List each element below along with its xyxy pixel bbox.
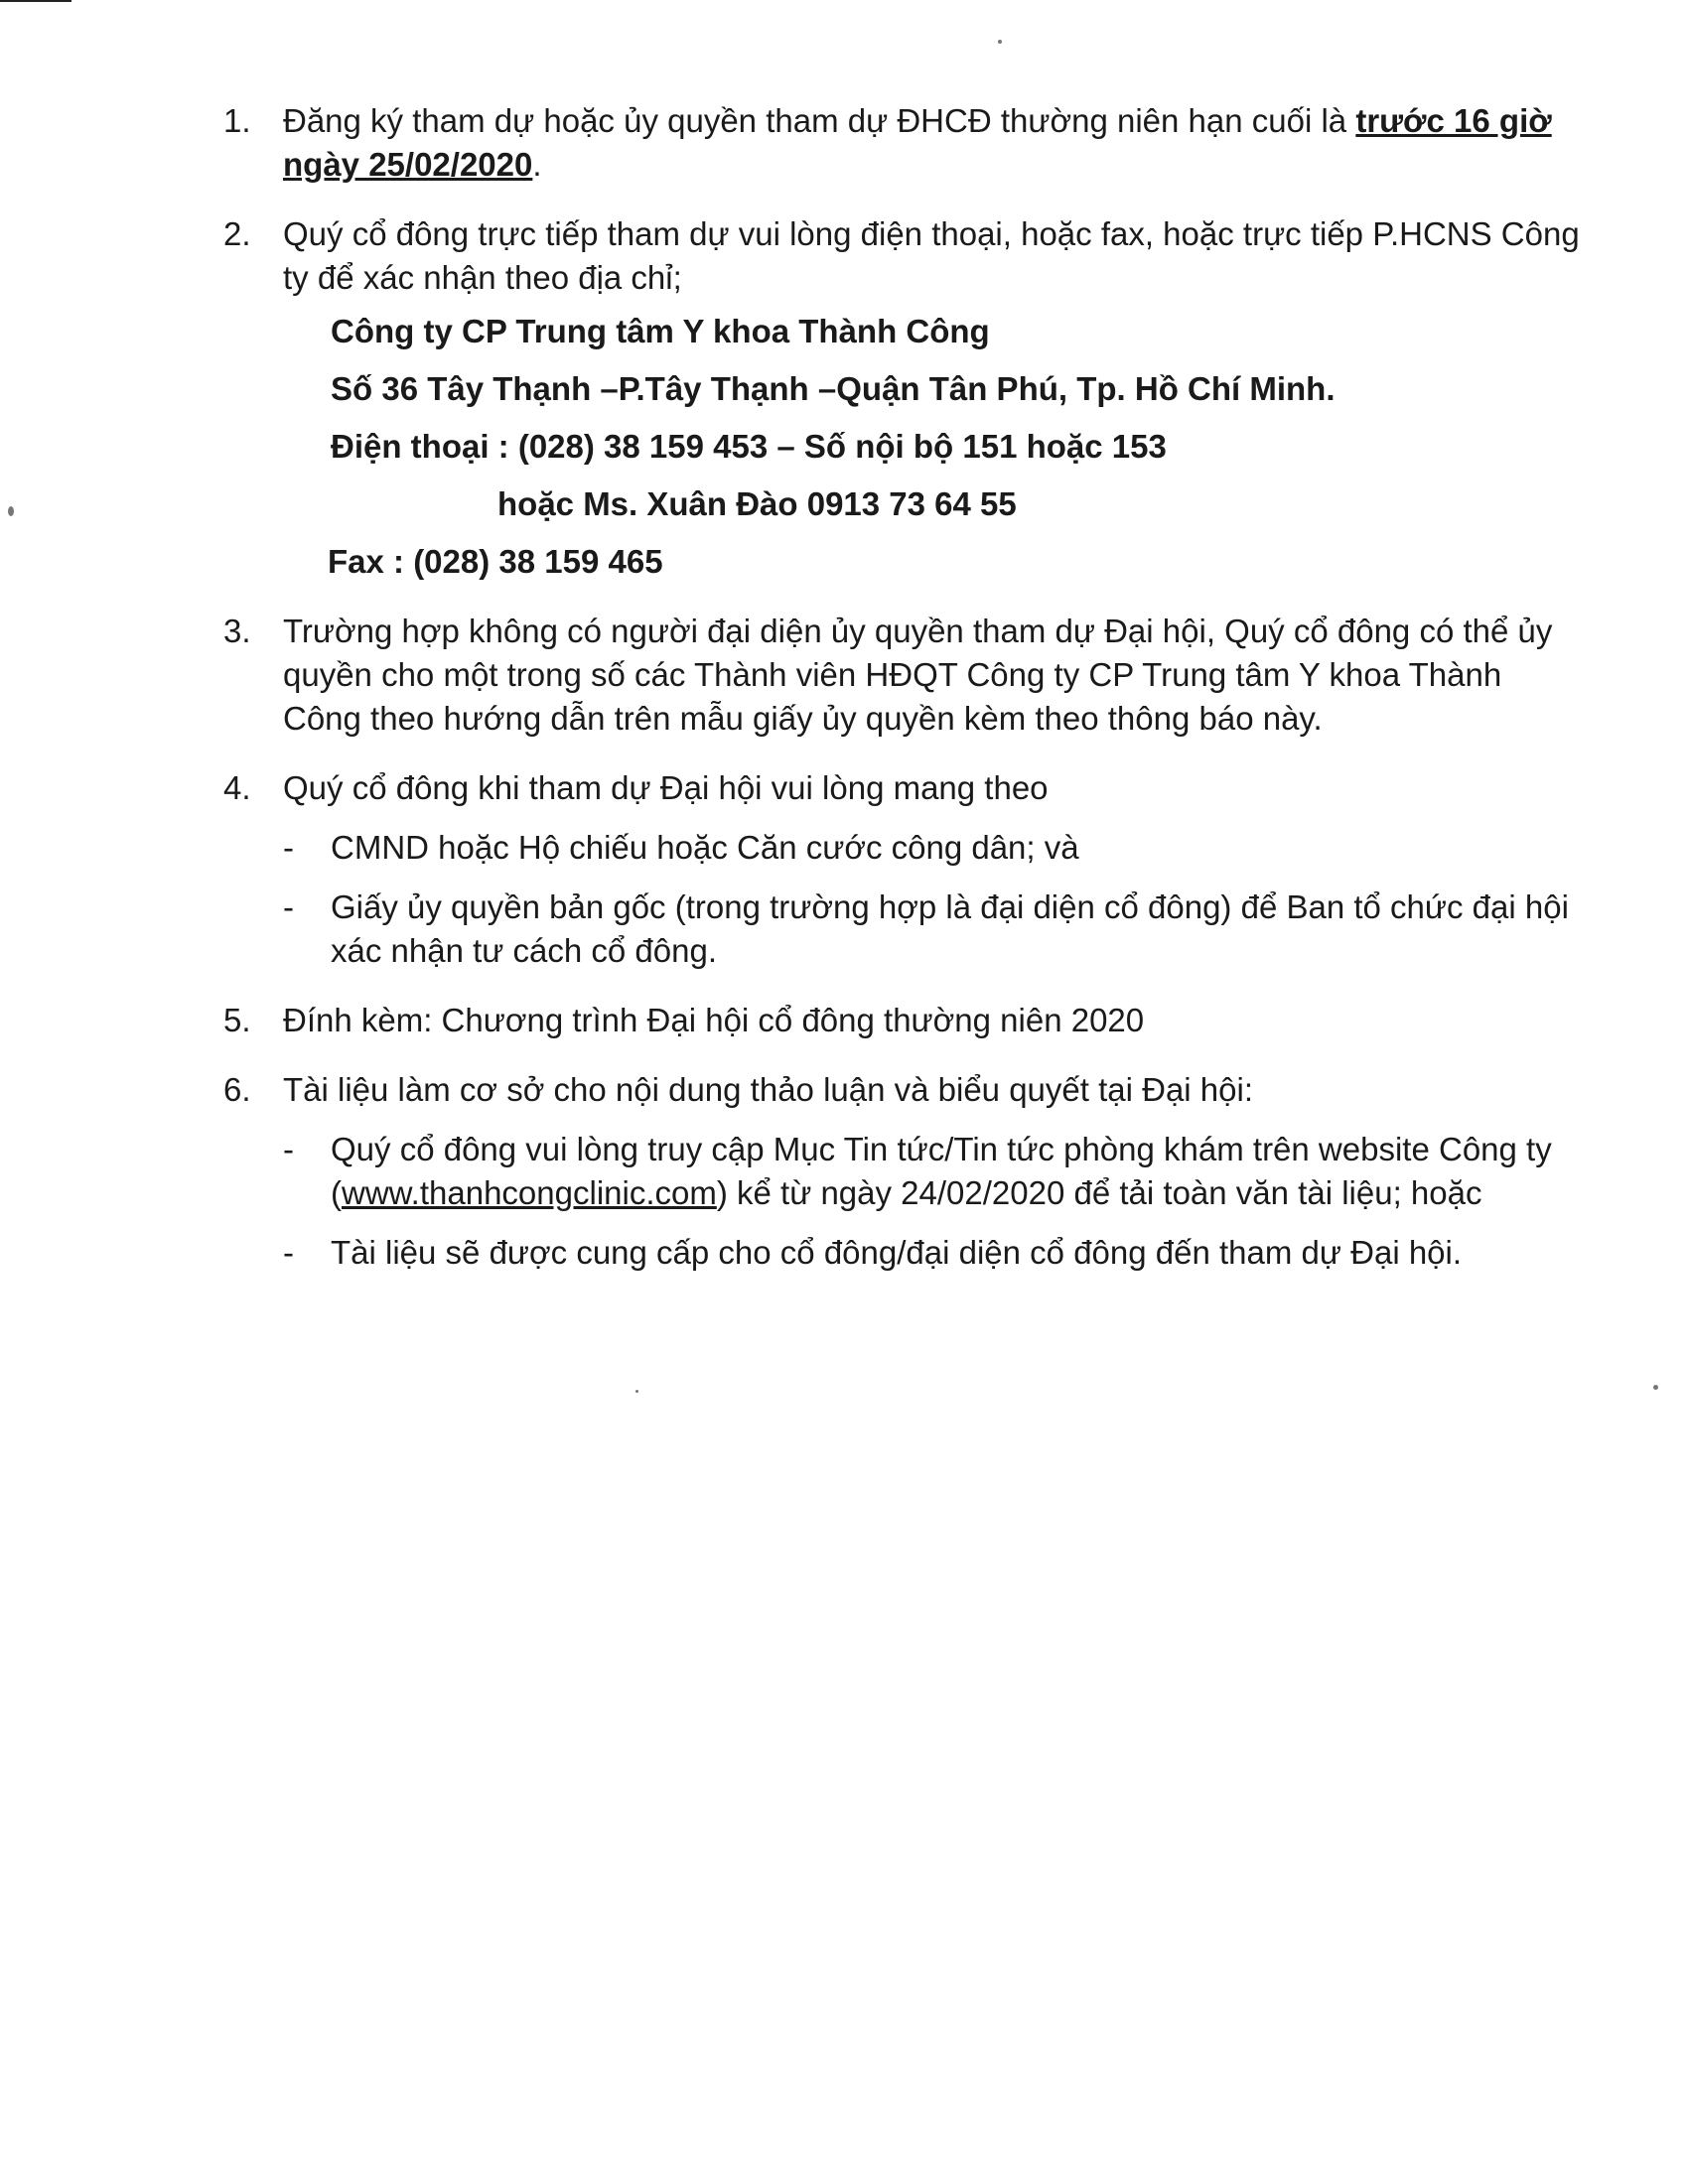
deadline-text: trước 16 giờ ngày 25/02/2020	[283, 102, 1552, 183]
item-number: 4.	[223, 769, 251, 806]
company-name: Công ty CP Trung tâm Y khoa Thành Công	[331, 313, 990, 349]
list-item-5	[223, 999, 1584, 1042]
sub-item	[283, 886, 1584, 973]
document-body	[223, 99, 1584, 1300]
sub-item	[283, 1128, 1584, 1215]
company-address-block	[283, 310, 1584, 584]
list-item-1	[223, 99, 1584, 187]
item-text: Trường hợp không có người đại diện ủy quyền tham dự Đại hội, Quý cổ đông có thể ủy quyền cho một trong số các Thành viên HĐQT Công ty CP Trung tâm Y khoa Thành Công theo hướng dẫn trên mẫu giấy ủy quyền kèm theo thông báo này.	[283, 613, 1553, 737]
item-number: 3.	[223, 613, 251, 649]
dash-bullet: -	[283, 1131, 294, 1167]
scan-speck	[998, 40, 1002, 44]
item-text: Quý cổ đông khi tham dự Đại hội vui lòng mang theo	[283, 769, 1049, 806]
sub-item-text: Tài liệu sẽ được cung cấp cho cổ đông/đại diện cổ đông đến tham dự Đại hội.	[331, 1234, 1463, 1271]
dash-bullet: -	[283, 888, 294, 925]
scan-speck	[8, 506, 14, 516]
list-item-6	[223, 1068, 1584, 1275]
item-number: 6.	[223, 1071, 251, 1108]
company-phone-alt: hoặc Ms. Xuân Đào 0913 73 64 55	[497, 485, 1017, 522]
list-item-3	[223, 610, 1584, 741]
sub-item-text-after: ) kể từ ngày 24/02/2020 để tải toàn văn tài liệu; hoặc	[716, 1174, 1482, 1211]
item-text: Tài liệu làm cơ sở cho nội dung thảo luận và biểu quyết tại Đại hội:	[283, 1071, 1254, 1108]
item-number: 1.	[223, 102, 251, 139]
sub-item	[283, 826, 1584, 870]
item-text	[283, 99, 1584, 187]
company-fax: Fax : (028) 38 159 465	[328, 543, 663, 580]
item-number: 2.	[223, 215, 251, 252]
sub-item-text	[331, 1131, 1552, 1211]
dash-bullet: -	[283, 1234, 294, 1271]
sub-item-text: CMND hoặc Hộ chiếu hoặc Căn cước công dân; và	[331, 829, 1079, 866]
sub-item-text: Giấy ủy quyền bản gốc (trong trường hợp là đại diện cổ đông) để Ban tổ chức đại hội xác nhận tư cách cổ đông.	[331, 888, 1569, 969]
sub-item-text-before: Quý cổ đông vui lòng truy cập Mục Tin tức/Tin tức phòng khám trên website Công ty (	[331, 1131, 1552, 1211]
item-number: 5.	[223, 1002, 251, 1038]
company-phone: Điện thoại : (028) 38 159 453 – Số nội bộ 151 hoặc 153	[331, 428, 1167, 465]
scan-edge-mark	[0, 0, 71, 2]
item-text-after: .	[532, 146, 542, 183]
website-link[interactable]: www.thanhcongclinic.com	[342, 1174, 717, 1211]
list-item-4	[223, 766, 1584, 973]
scan-speck	[635, 1390, 638, 1393]
item-text: Đính kèm: Chương trình Đại hội cổ đông thường niên 2020	[283, 1002, 1145, 1038]
item-text-before: Đăng ký tham dự hoặc ủy quyền tham dự ĐHCĐ thường niên hạn cuối là	[283, 102, 1356, 139]
dash-bullet: -	[283, 829, 294, 866]
sub-item	[283, 1231, 1584, 1275]
scan-speck	[1653, 1385, 1658, 1390]
item-text: Quý cổ đông trực tiếp tham dự vui lòng điện thoại, hoặc fax, hoặc trực tiếp P.HCNS Công ty để xác nhận theo địa chỉ;	[283, 215, 1580, 296]
list-item-2	[223, 212, 1584, 584]
company-street: Số 36 Tây Thạnh –P.Tây Thạnh –Quận Tân Phú, Tp. Hồ Chí Minh.	[331, 370, 1336, 407]
